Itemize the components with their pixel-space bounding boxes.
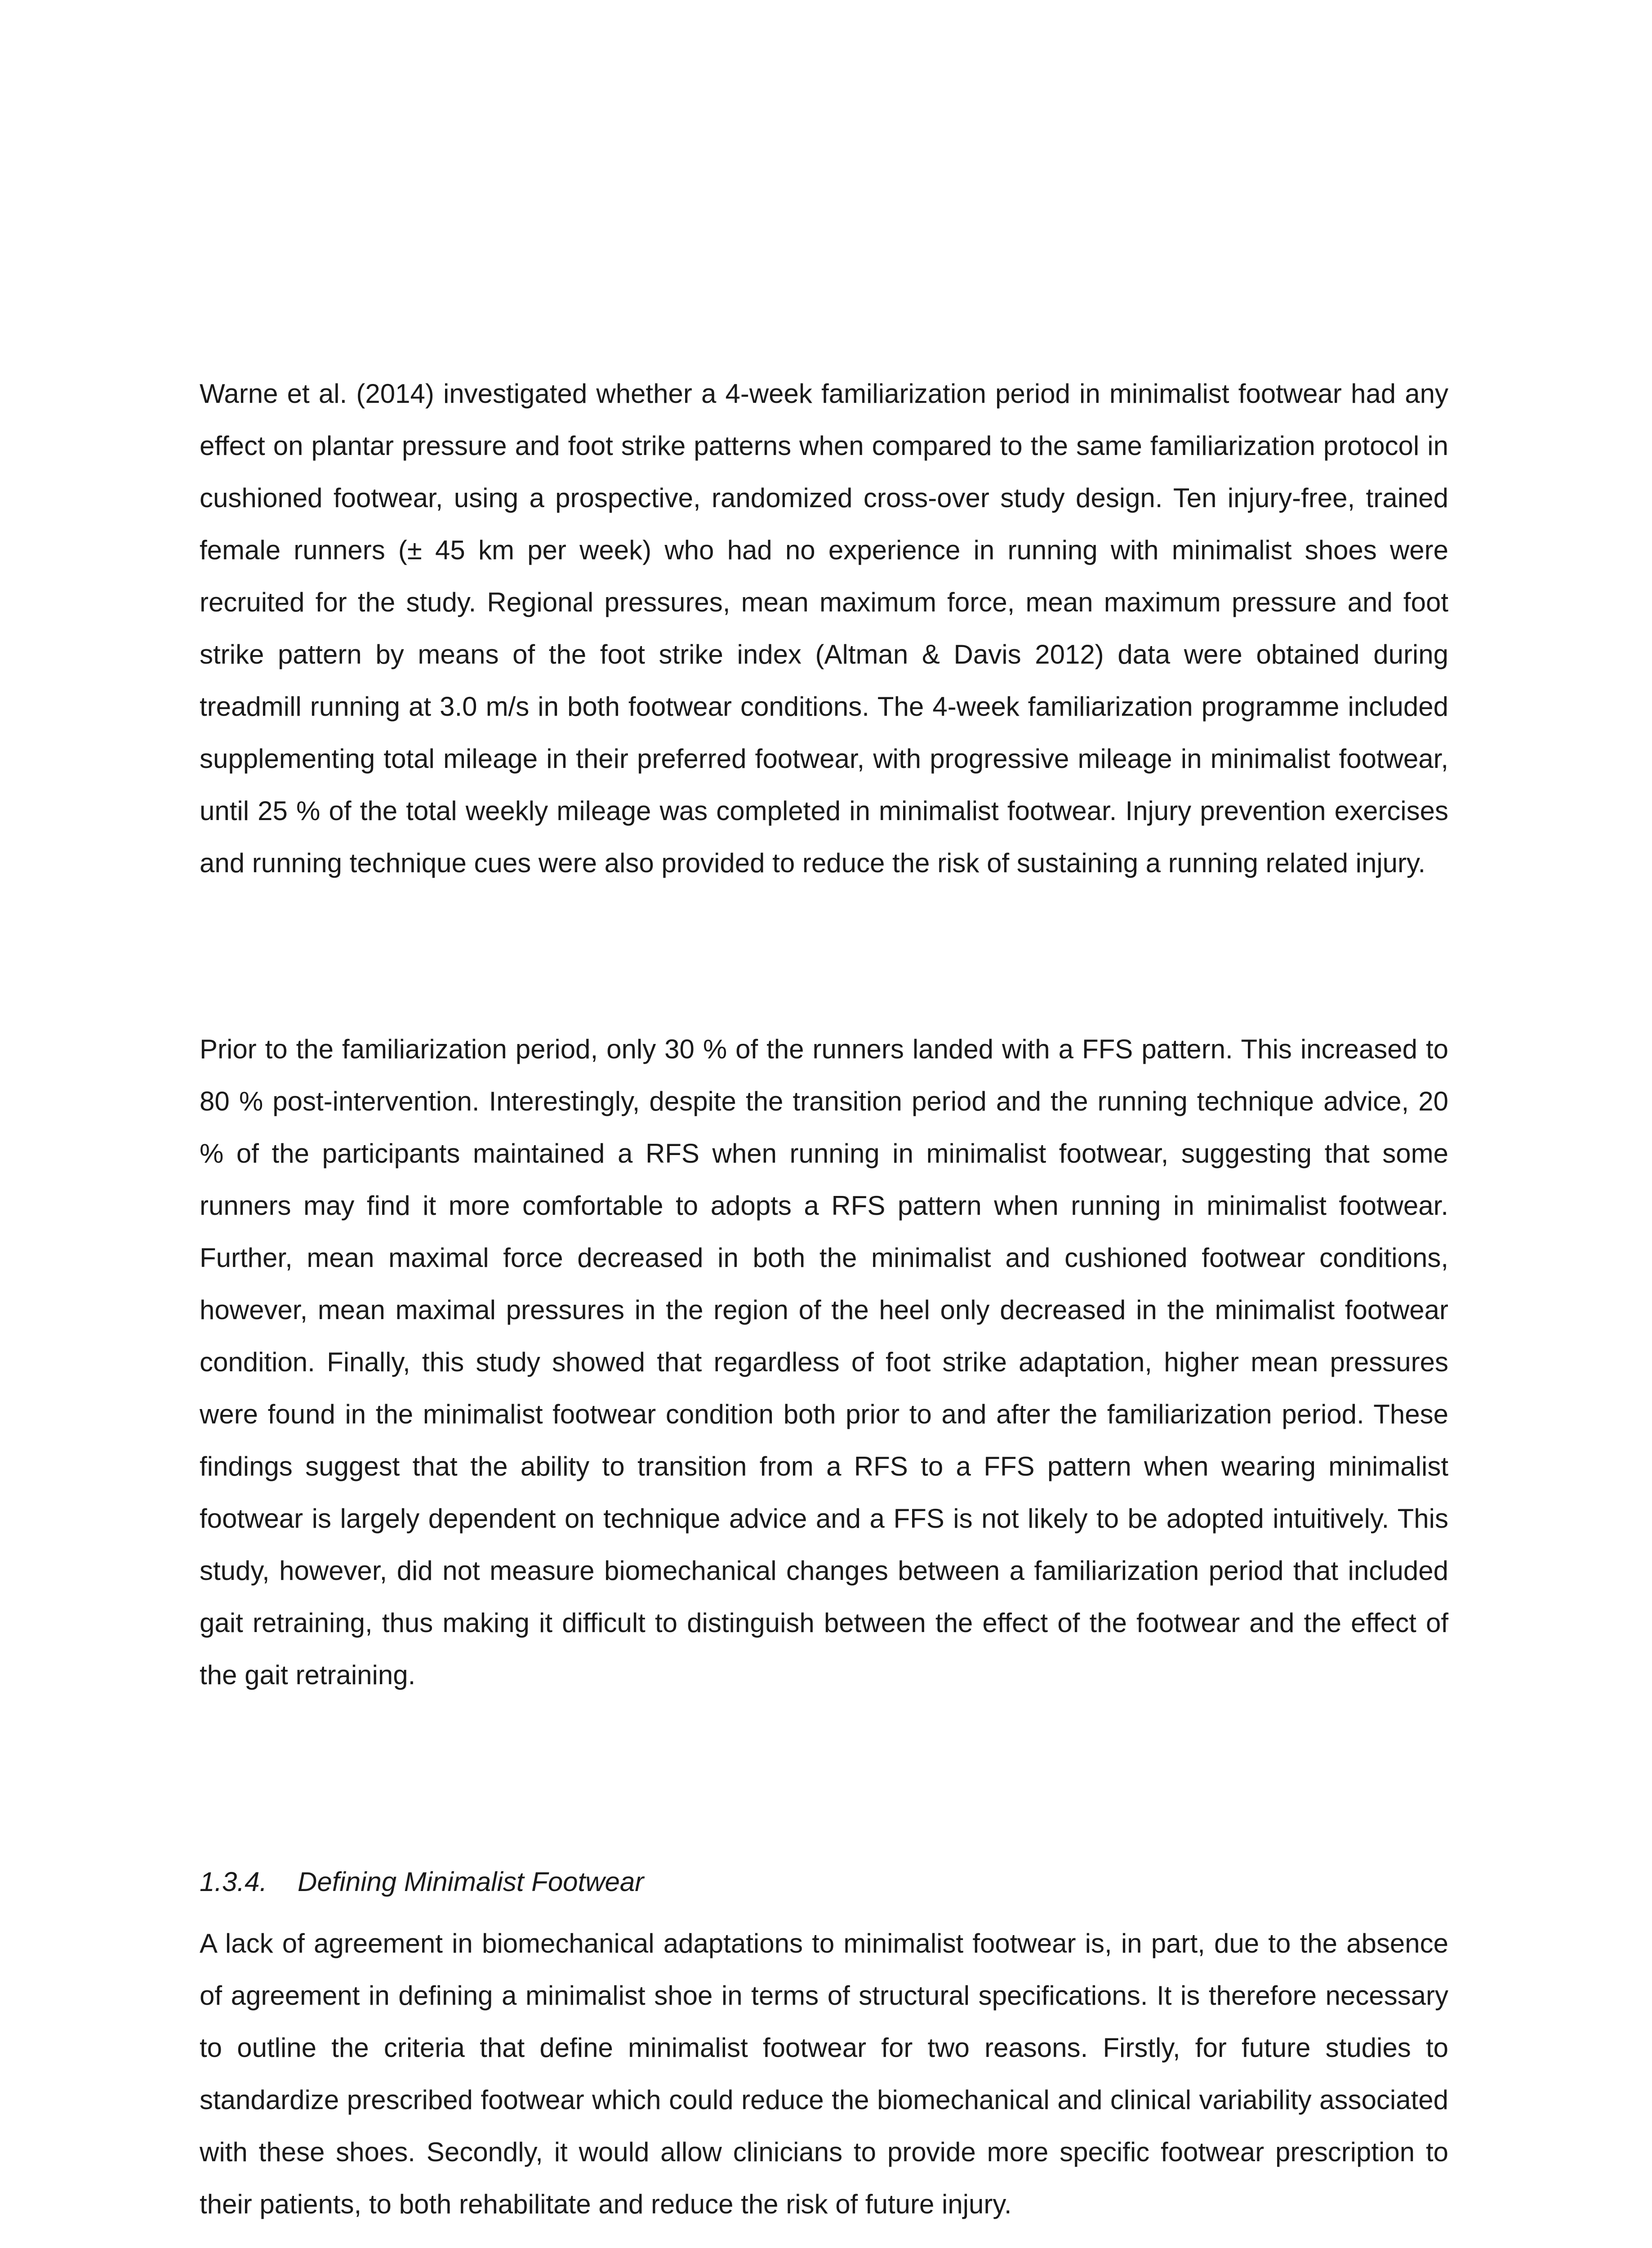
paragraph-familiarization-results: Prior to the familiarization period, only 30 % of the runners landed with a FFS pattern. This increased to 80 % post-intervention. Interestingly, despite the transition period and the running technique advice, 20 % of the participants maintained a RFS when running in minimalist footwear, suggesting that some runners may find it more comfortable to adopts a RFS pattern when running in minimalist footwear. Further, mean maximal force decreased in both the minimalist and cushioned footwear conditions, however, mean maximal pressures in the region of the heel only decreased in the minimalist footwear condition. Finally, this study showed that regardless of foot strike adaptation, higher mean pressures were found in the minimalist footwear condition both prior to and after the familiarization period. These findings suggest that the ability to transition from a RFS to a FFS pattern when wearing minimalist footwear is largely dependent on technique advice and a FFS is not likely to be adopted intuitively. This study, however, did not measure biomechanical changes between a familiarization period that included gait retraining, thus making it difficult to distinguish between the effect of the footwear and the effect of the gait retraining. (200, 1034, 1448, 1690)
section-number: 1.3.4. (200, 1867, 267, 1897)
paragraph-warne-study: Warne et al. (2014) investigated whether a 4-week familiarization period in minimalist footwear had any effect on plantar pressure and foot strike patterns when compared to the same familiarization protocol in cushioned footwear, using a prospective, randomized cross-over study design. Ten injury-free, trained female runners (± 45 km per week) who had no experience in running with minimalist shoes were recruited for the study. Regional pressures, mean maximum force, mean maximum pressure and foot strike pattern by means of the foot strike index (Altman & Davis 2012) data were obtained during treadmill running at 3.0 m/s in both footwear conditions. The 4-week familiarization programme included supplementing total mileage in their preferred footwear, with progressive mileage in minimalist footwear, until 25 % of the total weekly mileage was completed in minimalist footwear. Injury prevention exercises and running technique cues were also provided to reduce the risk of sustaining a running related injury. (200, 379, 1448, 878)
paragraph-defining-minimalist: A lack of agreement in biomechanical adaptations to minimalist footwear is, in part, due to the absence of agreement in defining a minimalist shoe in terms of structural specifications. It is therefore necessary to outline the criteria that define minimalist footwear for two reasons. Firstly, for future studies to standardize prescribed footwear which could reduce the biomechanical and clinical variability associated with these shoes. Secondly, it would allow clinicians to provide more specific footwear prescription to their patients, to both rehabilitate and reduce the risk of future injury. (200, 1928, 1448, 2219)
section-title: Defining Minimalist Footwear (298, 1867, 644, 1897)
section-heading (200, 1856, 644, 1908)
